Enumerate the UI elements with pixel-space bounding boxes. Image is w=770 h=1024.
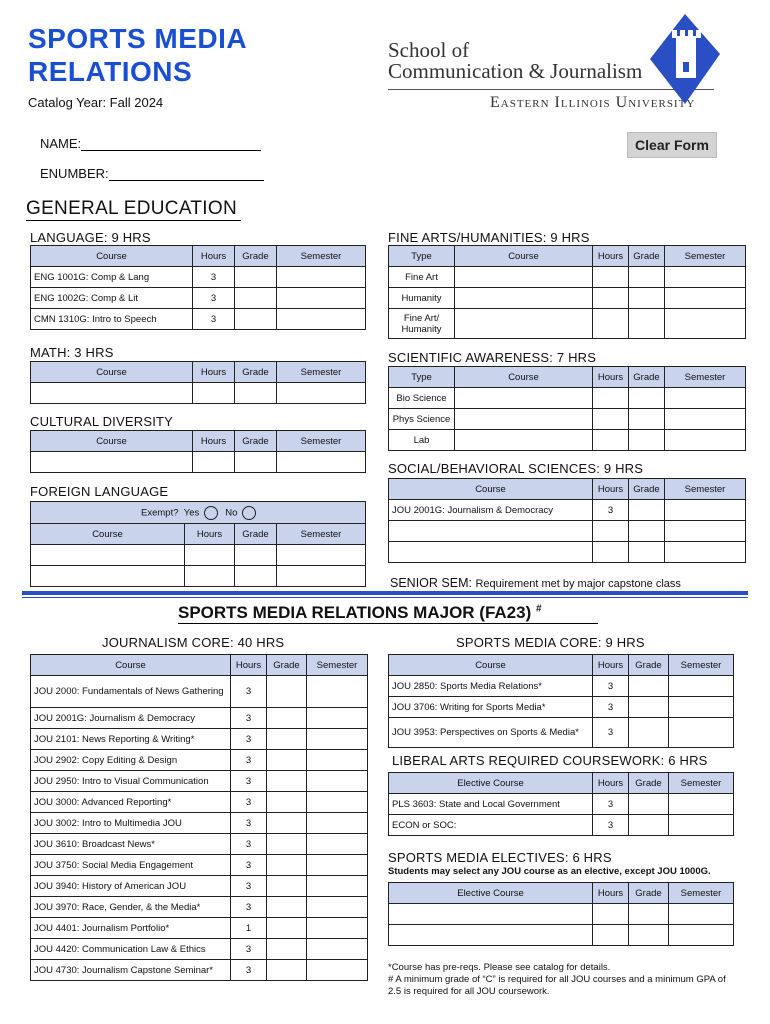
- grade-cell[interactable]: [235, 452, 277, 473]
- enumber-label: ENUMBER:: [40, 166, 109, 181]
- table-row: [31, 897, 368, 918]
- core-table: [30, 654, 368, 981]
- course-cell[interactable]: [455, 430, 593, 451]
- col-elective-course: Elective Course: [389, 773, 593, 794]
- grade-cell[interactable]: [629, 794, 669, 815]
- course-cell: JOU 4420: Communication Law & Ethics: [31, 939, 231, 960]
- col-course: Course: [31, 524, 185, 545]
- table-row: [389, 815, 734, 836]
- name-label: NAME:: [40, 136, 82, 151]
- col-course: Course: [389, 479, 593, 500]
- hours-cell[interactable]: [593, 430, 629, 451]
- grade-cell[interactable]: [235, 383, 277, 404]
- social-table: [388, 478, 746, 563]
- col-course: Course: [455, 367, 593, 388]
- table-row: [31, 939, 368, 960]
- hours-cell[interactable]: [193, 383, 235, 404]
- col-grade: Grade: [629, 883, 669, 904]
- semester-cell[interactable]: [669, 815, 734, 836]
- hours-cell: 3: [593, 676, 629, 697]
- table-row: [31, 750, 368, 771]
- grade-cell[interactable]: [629, 521, 665, 542]
- course-cell: JOU 2001G: Journalism & Democracy: [389, 500, 593, 521]
- table-row: [389, 309, 746, 339]
- hours-cell[interactable]: [593, 521, 629, 542]
- grade-cell[interactable]: [235, 288, 277, 309]
- school-line-2: Communication & Journalism: [388, 59, 643, 83]
- title-line-2: RELATIONS: [28, 56, 193, 87]
- table-row: [389, 904, 734, 925]
- type-cell: Humanity: [389, 288, 455, 309]
- col-hours: Hours: [193, 362, 235, 383]
- grade-cell[interactable]: [629, 388, 665, 409]
- liberal-title: LIBERAL ARTS REQUIRED COURSEWORK: 6 HRS: [392, 753, 708, 768]
- grade-cell[interactable]: [267, 960, 307, 981]
- fine-arts-table: [388, 245, 746, 339]
- cultural-table: [30, 430, 366, 473]
- course-cell: JOU 3940: History of American JOU: [31, 876, 231, 897]
- hours-cell: 3: [231, 855, 267, 876]
- semester-cell[interactable]: [669, 697, 734, 718]
- grade-cell[interactable]: [629, 267, 665, 288]
- semester-cell[interactable]: [665, 521, 746, 542]
- grade-cell[interactable]: [267, 729, 307, 750]
- catalog-year: Catalog Year: Fall 2024: [28, 95, 164, 110]
- name-input-line[interactable]: [81, 138, 261, 151]
- col-semester: Semester: [669, 655, 734, 676]
- semester-cell[interactable]: [307, 708, 368, 729]
- semester-cell[interactable]: [669, 718, 734, 748]
- clear-form-button[interactable]: Clear Form: [627, 132, 717, 158]
- grade-cell[interactable]: [235, 267, 277, 288]
- semester-cell[interactable]: [277, 288, 366, 309]
- university-name: Eastern Illinois University: [490, 94, 696, 111]
- grade-cell[interactable]: [235, 566, 277, 587]
- senior-sem-text: Requirement met by major capstone class: [475, 578, 681, 590]
- grade-cell[interactable]: [629, 925, 669, 946]
- school-name: [388, 40, 642, 82]
- semester-cell[interactable]: [669, 904, 734, 925]
- hours-cell: 3: [593, 815, 629, 836]
- grade-cell[interactable]: [629, 309, 665, 339]
- enumber-input-line[interactable]: [109, 168, 264, 181]
- science-table: [388, 366, 746, 451]
- col-course: Course: [31, 431, 193, 452]
- course-cell: ENG 1001G: Comp & Lang: [31, 267, 193, 288]
- hours-cell: 3: [231, 897, 267, 918]
- semester-cell[interactable]: [669, 794, 734, 815]
- core-title: JOURNALISM CORE: 40 HRS: [102, 635, 285, 650]
- course-cell: JOU 4730: Journalism Capstone Seminar*: [31, 960, 231, 981]
- hours-cell: 3: [231, 750, 267, 771]
- electives-subtitle: Students may select any JOU course as an elective, except JOU 1000G.: [388, 866, 711, 877]
- hours-cell: 3: [593, 718, 629, 748]
- grade-cell[interactable]: [267, 918, 307, 939]
- math-title: MATH: 3 HRS: [30, 345, 114, 360]
- semester-cell[interactable]: [669, 925, 734, 946]
- type-cell: Fine Art: [389, 267, 455, 288]
- table-row: [31, 452, 366, 473]
- course-cell[interactable]: [31, 452, 193, 473]
- semester-cell[interactable]: [277, 545, 366, 566]
- no-label: No: [225, 507, 238, 519]
- grade-cell[interactable]: [629, 288, 665, 309]
- course-cell[interactable]: [31, 383, 193, 404]
- course-cell: JOU 2902: Copy Editing & Design: [31, 750, 231, 771]
- table-row: [389, 794, 734, 815]
- foreign-table: [30, 501, 366, 587]
- semester-cell[interactable]: [665, 288, 746, 309]
- col-semester: Semester: [277, 362, 366, 383]
- course-cell: JOU 3002: Intro to Multimedia JOU: [31, 813, 231, 834]
- semester-cell[interactable]: [665, 542, 746, 563]
- yes-radio[interactable]: [204, 506, 218, 520]
- hours-cell[interactable]: [593, 309, 629, 339]
- sports-core-title: SPORTS MEDIA CORE: 9 HRS: [456, 635, 645, 650]
- course-cell: JOU 3706: Writing for Sports Media*: [389, 697, 593, 718]
- table-row: [31, 960, 368, 981]
- semester-cell[interactable]: [307, 676, 368, 708]
- table-row: [31, 771, 368, 792]
- grade-cell[interactable]: [267, 897, 307, 918]
- liberal-table: [388, 772, 734, 836]
- grade-cell[interactable]: [629, 815, 669, 836]
- hours-cell[interactable]: [593, 388, 629, 409]
- semester-cell[interactable]: [307, 939, 368, 960]
- col-grade: Grade: [267, 655, 307, 676]
- col-semester: Semester: [665, 367, 746, 388]
- major-title-text: SPORTS MEDIA RELATIONS MAJOR (FA23): [178, 603, 532, 622]
- hours-cell[interactable]: [185, 566, 235, 587]
- col-semester: Semester: [665, 246, 746, 267]
- footnote-grade: # A minimum grade of “C” is required for all JOU courses and a minimum GPA of 2.5 is required for all JOU coursework.: [388, 974, 726, 997]
- col-course: Course: [389, 655, 593, 676]
- grade-cell[interactable]: [267, 708, 307, 729]
- col-type: Type: [389, 246, 455, 267]
- course-cell[interactable]: [455, 309, 593, 339]
- grade-cell[interactable]: [235, 309, 277, 330]
- hours-cell[interactable]: [593, 925, 629, 946]
- semester-cell[interactable]: [669, 676, 734, 697]
- semester-cell[interactable]: [665, 267, 746, 288]
- table-row: [31, 383, 366, 404]
- col-hours: Hours: [593, 883, 629, 904]
- course-cell: JOU 3953: Perspectives on Sports & Media*: [389, 718, 593, 748]
- course-cell: CMN 1310G: Intro to Speech: [31, 309, 193, 330]
- semester-cell[interactable]: [307, 876, 368, 897]
- col-hours: Hours: [193, 431, 235, 452]
- grade-cell[interactable]: [629, 697, 669, 718]
- table-row: [31, 813, 368, 834]
- table-row: [31, 876, 368, 897]
- course-cell: JOU 3610: Broadcast News*: [31, 834, 231, 855]
- course-cell: ECON or SOC:: [389, 815, 593, 836]
- grade-cell[interactable]: [629, 676, 669, 697]
- castle-logo-icon: [650, 14, 720, 104]
- col-grade: Grade: [629, 773, 669, 794]
- table-row: [389, 676, 734, 697]
- section-divider: [22, 591, 748, 595]
- yes-label: Yes: [183, 507, 200, 519]
- col-hours: Hours: [231, 655, 267, 676]
- semester-cell[interactable]: [307, 918, 368, 939]
- hours-cell: 3: [231, 771, 267, 792]
- grade-cell[interactable]: [267, 813, 307, 834]
- col-semester: Semester: [277, 524, 366, 545]
- table-row: [389, 288, 746, 309]
- table-row: [31, 288, 366, 309]
- grade-cell[interactable]: [267, 676, 307, 708]
- semester-cell[interactable]: [665, 409, 746, 430]
- col-hours: Hours: [593, 479, 629, 500]
- grade-cell[interactable]: [267, 792, 307, 813]
- semester-cell[interactable]: [277, 267, 366, 288]
- course-cell: JOU 2001G: Journalism & Democracy: [31, 708, 231, 729]
- major-title: [178, 603, 542, 623]
- type-cell: Fine Art/ Humanity: [389, 309, 455, 339]
- foreign-title: FOREIGN LANGUAGE: [30, 484, 169, 499]
- course-cell: JOU 2101: News Reporting & Writing*: [31, 729, 231, 750]
- grade-cell[interactable]: [267, 855, 307, 876]
- col-grade: Grade: [629, 479, 665, 500]
- name-field[interactable]: [40, 136, 261, 151]
- table-row: [31, 267, 366, 288]
- col-hours: Hours: [593, 773, 629, 794]
- col-grade: Grade: [235, 524, 277, 545]
- table-row: [31, 729, 368, 750]
- table-row: [389, 409, 746, 430]
- semester-cell[interactable]: [307, 960, 368, 981]
- semester-cell[interactable]: [307, 792, 368, 813]
- table-row: [389, 388, 746, 409]
- table-row: [389, 718, 734, 748]
- hours-cell: 3: [231, 834, 267, 855]
- semester-cell[interactable]: [307, 771, 368, 792]
- course-cell[interactable]: [455, 288, 593, 309]
- hours-cell: 3: [231, 729, 267, 750]
- semester-cell[interactable]: [277, 452, 366, 473]
- hours-cell: 3: [231, 813, 267, 834]
- grade-cell[interactable]: [629, 409, 665, 430]
- grade-cell[interactable]: [629, 718, 669, 748]
- course-cell[interactable]: [389, 521, 593, 542]
- col-hours: Hours: [193, 246, 235, 267]
- col-semester: Semester: [277, 431, 366, 452]
- semester-cell[interactable]: [277, 309, 366, 330]
- section-divider-thin: [22, 597, 748, 598]
- grade-cell[interactable]: [267, 939, 307, 960]
- table-row: [31, 676, 368, 708]
- hours-cell[interactable]: [193, 452, 235, 473]
- footnotes: [388, 962, 738, 998]
- semester-cell[interactable]: [665, 430, 746, 451]
- table-row: [389, 542, 746, 563]
- sports-core-table: [388, 654, 734, 748]
- col-hours: Hours: [593, 367, 629, 388]
- course-cell: JOU 3970: Race, Gender, & the Media*: [31, 897, 231, 918]
- course-cell[interactable]: [389, 542, 593, 563]
- col-grade: Grade: [629, 246, 665, 267]
- semester-cell[interactable]: [307, 813, 368, 834]
- course-cell: JOU 3000: Advanced Reporting*: [31, 792, 231, 813]
- gen-ed-title: GENERAL EDUCATION: [26, 198, 237, 219]
- semester-cell[interactable]: [307, 729, 368, 750]
- hours-cell: 1: [231, 918, 267, 939]
- course-cell: JOU 4401: Journalism Portfolio*: [31, 918, 231, 939]
- semester-cell[interactable]: [307, 855, 368, 876]
- grade-cell[interactable]: [629, 430, 665, 451]
- type-cell: Phys Science: [389, 409, 455, 430]
- col-semester: Semester: [665, 479, 746, 500]
- language-table: [30, 245, 366, 330]
- col-grade: Grade: [629, 367, 665, 388]
- core-rows: [31, 676, 368, 981]
- col-grade: Grade: [235, 362, 277, 383]
- grade-cell[interactable]: [267, 771, 307, 792]
- exempt-label: Exempt?: [141, 507, 179, 519]
- table-row: [389, 697, 734, 718]
- major-mark: #: [535, 603, 542, 615]
- math-table: [30, 361, 366, 404]
- table-row: [389, 521, 746, 542]
- hours-cell: 3: [231, 676, 267, 708]
- course-cell: PLS 3603: State and Local Government: [389, 794, 593, 815]
- table-row: [389, 267, 746, 288]
- hours-cell: 3: [593, 697, 629, 718]
- table-row: [31, 309, 366, 330]
- semester-cell[interactable]: [665, 309, 746, 339]
- gen-ed-underline: [26, 220, 241, 221]
- fine-arts-title: FINE ARTS/HUMANITIES: 9 HRS: [388, 230, 590, 245]
- hours-cell[interactable]: [593, 409, 629, 430]
- science-title: SCIENTIFIC AWARENESS: 7 HRS: [388, 350, 597, 365]
- course-cell[interactable]: [389, 904, 593, 925]
- electives-table: [388, 882, 734, 946]
- cultural-title: CULTURAL DIVERSITY: [30, 414, 174, 429]
- hours-cell: 3: [593, 794, 629, 815]
- semester-cell[interactable]: [307, 897, 368, 918]
- col-grade: Grade: [235, 246, 277, 267]
- semester-cell[interactable]: [277, 566, 366, 587]
- col-course: Course: [31, 655, 231, 676]
- course-cell: JOU 2950: Intro to Visual Communication: [31, 771, 231, 792]
- semester-cell[interactable]: [665, 500, 746, 521]
- table-row: [389, 500, 746, 521]
- document-title: [28, 22, 247, 88]
- senior-sem-label: SENIOR SEM:: [390, 576, 472, 590]
- hours-cell: 3: [231, 792, 267, 813]
- hours-cell: 3: [193, 288, 235, 309]
- hours-cell[interactable]: [185, 545, 235, 566]
- course-cell[interactable]: [389, 925, 593, 946]
- no-radio[interactable]: [242, 506, 256, 520]
- school-line-1: School of: [388, 38, 470, 62]
- table-row: [31, 834, 368, 855]
- col-semester: Semester: [277, 246, 366, 267]
- table-row: [31, 566, 366, 587]
- course-cell[interactable]: [31, 566, 185, 587]
- course-cell: JOU 2850: Sports Media Relations*: [389, 676, 593, 697]
- electives-title: SPORTS MEDIA ELECTIVES: 6 HRS: [388, 850, 612, 865]
- course-cell: ENG 1002G: Comp & Lit: [31, 288, 193, 309]
- semester-cell[interactable]: [307, 834, 368, 855]
- grade-cell[interactable]: [267, 834, 307, 855]
- col-semester: Semester: [307, 655, 368, 676]
- major-underline: [178, 623, 598, 624]
- semester-cell[interactable]: [665, 388, 746, 409]
- type-cell: Bio Science: [389, 388, 455, 409]
- col-semester: Semester: [669, 773, 734, 794]
- semester-cell[interactable]: [307, 750, 368, 771]
- hours-cell[interactable]: [593, 288, 629, 309]
- hours-cell[interactable]: [593, 267, 629, 288]
- hours-cell: 3: [231, 876, 267, 897]
- hours-cell: 3: [593, 500, 629, 521]
- footnote-prereq: *Course has pre-reqs. Please see catalog for details.: [388, 962, 611, 973]
- hours-cell: 3: [193, 267, 235, 288]
- col-hours: Hours: [185, 524, 235, 545]
- col-semester: Semester: [669, 883, 734, 904]
- hours-cell[interactable]: [593, 904, 629, 925]
- course-cell[interactable]: [455, 267, 593, 288]
- senior-sem: [390, 576, 681, 590]
- table-row: [389, 925, 734, 946]
- social-title: SOCIAL/BEHAVIORAL SCIENCES: 9 HRS: [388, 461, 644, 476]
- col-course: Course: [31, 246, 193, 267]
- type-cell: Lab: [389, 430, 455, 451]
- course-cell[interactable]: [455, 388, 593, 409]
- table-row: [31, 545, 366, 566]
- col-hours: Hours: [593, 655, 629, 676]
- hours-cell: 3: [193, 309, 235, 330]
- table-row: [31, 855, 368, 876]
- course-cell[interactable]: [455, 409, 593, 430]
- title-line-1: SPORTS MEDIA: [28, 23, 248, 54]
- language-title: LANGUAGE: 9 HRS: [30, 230, 151, 245]
- hours-cell[interactable]: [593, 542, 629, 563]
- course-cell: JOU 2000: Fundamentals of News Gathering: [31, 676, 231, 708]
- grade-cell[interactable]: [629, 904, 669, 925]
- semester-cell[interactable]: [277, 383, 366, 404]
- enumber-field[interactable]: [40, 166, 264, 181]
- exempt-row: [31, 502, 366, 524]
- grade-cell[interactable]: [629, 542, 665, 563]
- table-row: [31, 708, 368, 729]
- grade-cell[interactable]: [267, 750, 307, 771]
- grade-cell[interactable]: [235, 545, 277, 566]
- col-elective-course: Elective Course: [389, 883, 593, 904]
- col-course: Course: [455, 246, 593, 267]
- grade-cell[interactable]: [267, 876, 307, 897]
- hours-cell: 3: [231, 960, 267, 981]
- table-row: [31, 918, 368, 939]
- col-type: Type: [389, 367, 455, 388]
- grade-cell[interactable]: [629, 500, 665, 521]
- col-grade: Grade: [235, 431, 277, 452]
- col-course: Course: [31, 362, 193, 383]
- course-cell[interactable]: [31, 545, 185, 566]
- course-cell: JOU 3750: Social Media Engagement: [31, 855, 231, 876]
- hours-cell: 3: [231, 939, 267, 960]
- table-row: [31, 792, 368, 813]
- hours-cell: 3: [231, 708, 267, 729]
- col-hours: Hours: [593, 246, 629, 267]
- col-grade: Grade: [629, 655, 669, 676]
- table-row: [389, 430, 746, 451]
